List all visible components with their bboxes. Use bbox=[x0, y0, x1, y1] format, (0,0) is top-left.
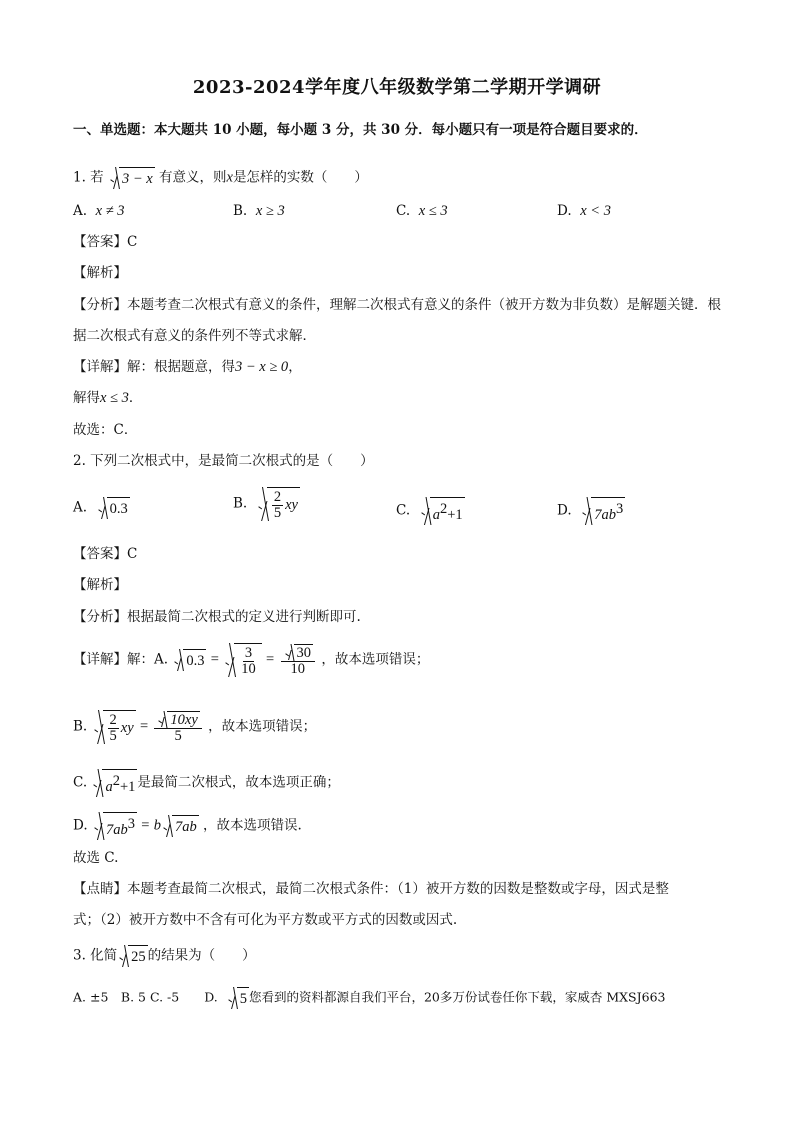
q1-radicand: 3 − x bbox=[119, 167, 155, 189]
q1-stem bbox=[73, 167, 368, 189]
detail-prefix: D. bbox=[73, 817, 88, 834]
q2-stem: 2. 下列二次根式中，是最简二次根式的是（ ） bbox=[73, 453, 374, 469]
q2-jiexi: 【解析】 bbox=[73, 577, 127, 593]
option-radicand: 7ab bbox=[594, 507, 616, 523]
q1-detail-line1 bbox=[73, 357, 302, 377]
q1-detail-line2 bbox=[73, 388, 142, 408]
q2-note-line1: 【点睛】本题考查最简二次根式，最简二次根式条件：（1）被开方数的因数是整数或字母，因式是整 bbox=[73, 881, 669, 897]
q2-option-b bbox=[233, 487, 300, 521]
option-letter: D. bbox=[557, 502, 572, 519]
detail-prefix: 【详解】解：A. bbox=[73, 651, 169, 668]
q2-conclusion: 故选 C. bbox=[73, 850, 119, 866]
option-letter: D. bbox=[557, 203, 572, 219]
sqrt-symbol bbox=[258, 487, 300, 521]
sqrt-symbol bbox=[94, 812, 137, 840]
detail-sup: 3 bbox=[127, 816, 135, 832]
q2-answer: 【答案】C bbox=[73, 546, 138, 562]
detail-tail: +1 bbox=[119, 779, 136, 795]
detail-radicand: 7ab bbox=[172, 815, 199, 837]
q1-option-d bbox=[557, 201, 611, 221]
option-sup: 3 bbox=[615, 501, 624, 517]
option-letter: B. bbox=[233, 495, 248, 512]
frac-den: 5 bbox=[109, 728, 117, 744]
q1-answer: 【答案】C bbox=[73, 234, 138, 250]
watermark-text: 您看到的资料都源自我们平台，20多万份试卷任你下载，家威杏 MXSJ663 bbox=[248, 989, 666, 1005]
q2-detail-d bbox=[73, 812, 302, 840]
sqrt-symbol bbox=[421, 497, 465, 525]
option-expr: x ≥ 3 bbox=[255, 203, 285, 219]
detail-math: 3 − x ≥ 0 bbox=[235, 359, 289, 375]
equals-sign: = bbox=[141, 817, 150, 834]
q3-options bbox=[73, 987, 665, 1009]
fraction bbox=[281, 644, 316, 677]
sqrt-symbol bbox=[174, 649, 206, 671]
sqrt-symbol bbox=[225, 643, 262, 677]
equals-sign: = bbox=[266, 651, 275, 668]
detail-end: ，故本选项错误； bbox=[208, 718, 317, 735]
equals-sign: = bbox=[210, 651, 219, 668]
q1-suffix2: 是怎样的实数（ ） bbox=[232, 169, 368, 186]
option-expr: x < 3 bbox=[580, 203, 611, 219]
q2-option-d bbox=[557, 497, 625, 525]
frac-den: 10 bbox=[241, 661, 256, 677]
frac-num: 2 bbox=[109, 712, 117, 728]
option-radicand: a bbox=[432, 507, 440, 523]
detail-radicand: 7ab bbox=[105, 822, 128, 838]
frac-den: 5 bbox=[174, 727, 182, 744]
q2-analysis: 【分析】根据最简二次根式的定义进行判断即可. bbox=[73, 609, 361, 625]
page-title: 2023-2024学年度八年级数学第二学期开学调研 bbox=[192, 77, 602, 98]
frac-num: 3 bbox=[244, 645, 253, 661]
detail-end: ． bbox=[128, 390, 143, 406]
detail-coef: b bbox=[153, 817, 161, 834]
fraction bbox=[108, 713, 119, 744]
q1-jiexi: 【解析】 bbox=[73, 265, 127, 281]
sqrt-symbol bbox=[93, 769, 137, 797]
detail-end: ，故本选项错误. bbox=[203, 817, 302, 834]
sqrt-symbol bbox=[285, 644, 314, 661]
option-sup: 2 bbox=[439, 501, 448, 517]
option-letter: C. bbox=[396, 203, 411, 219]
detail-radicand: 0.3 bbox=[183, 649, 206, 671]
q3-radicand: 25 bbox=[128, 945, 148, 967]
sqrt-symbol bbox=[163, 815, 199, 837]
q1-option-c bbox=[396, 201, 448, 221]
q1-option-b bbox=[233, 201, 285, 221]
option-tail: xy bbox=[285, 497, 298, 513]
q2-detail-c bbox=[73, 769, 340, 797]
frac-num: 2 bbox=[273, 489, 282, 505]
sqrt-symbol bbox=[228, 987, 249, 1009]
detail-radicand: a bbox=[105, 779, 113, 795]
q1-analysis-line1: 【分析】本题考查二次根式有意义的条件，理解二次根式有意义的条件（被开方数为非负数）是解题关键．根 bbox=[73, 297, 721, 313]
q3-options-text: A. ±5 B. 5 C. -5 D. bbox=[73, 989, 218, 1005]
detail-text: 【详解】解：根据题意，得 bbox=[73, 359, 235, 375]
q3-stem bbox=[73, 945, 256, 967]
q2-option-c bbox=[396, 497, 465, 525]
option-expr: x ≤ 3 bbox=[418, 203, 448, 219]
sqrt-symbol bbox=[110, 167, 155, 189]
detail-end: ，故本选项错误； bbox=[321, 651, 430, 668]
option-letter: B. bbox=[233, 203, 248, 219]
detail-math: x ≤ 3 bbox=[100, 390, 129, 406]
fraction bbox=[239, 646, 258, 677]
q2-detail-b bbox=[73, 710, 316, 744]
q2-option-a bbox=[73, 497, 130, 519]
option-letter: C. bbox=[396, 502, 411, 519]
frac-den: 5 bbox=[273, 505, 282, 521]
detail-end: 是最简二次根式，故本选项正确； bbox=[137, 774, 340, 791]
q1-option-a bbox=[73, 201, 125, 221]
detail-end: ， bbox=[288, 359, 302, 375]
detail-sup: 2 bbox=[112, 773, 120, 789]
fraction bbox=[154, 711, 201, 744]
detail-text: 解得 bbox=[73, 390, 100, 406]
q1-suffix: 有意义，则 bbox=[159, 169, 227, 186]
sqrt-symbol bbox=[98, 497, 130, 519]
frac-num: 30 bbox=[294, 644, 314, 661]
sqrt-symbol bbox=[119, 945, 148, 967]
option-tail: +1 bbox=[447, 507, 463, 523]
q3-prefix: 3. 化简 bbox=[73, 947, 118, 964]
option-letter: A. bbox=[73, 203, 88, 219]
sqrt-symbol bbox=[94, 710, 136, 744]
option-radicand: 0.3 bbox=[107, 497, 130, 519]
fraction bbox=[272, 490, 283, 521]
q3-suffix: 的结果为（ ） bbox=[147, 947, 256, 964]
q3-option-d-radicand: 5 bbox=[237, 987, 249, 1009]
q1-conclusion: 故选：C． bbox=[73, 422, 138, 438]
q2-note-line2: 式；（2）被开方数中不含有可化为平方数或平方式的因数或因式. bbox=[73, 912, 458, 928]
option-expr: x ≠ 3 bbox=[95, 203, 125, 219]
q1-prefix: 1. 若 bbox=[73, 169, 104, 186]
q1-var: x bbox=[226, 169, 233, 186]
equals-sign: = bbox=[139, 718, 149, 735]
sqrt-symbol bbox=[158, 711, 199, 728]
q1-analysis-line2: 据二次根式有意义的条件列不等式求解． bbox=[73, 328, 316, 344]
detail-prefix: C. bbox=[73, 774, 88, 791]
section-header: 一、单选题：本大题共 10 小题，每小题 3 分，共 30 分．每小题只有一项是符合题目要求的． bbox=[73, 122, 648, 138]
detail-tail: xy bbox=[120, 720, 134, 736]
sqrt-symbol bbox=[582, 497, 625, 525]
detail-prefix: B. bbox=[73, 718, 88, 735]
frac-den: 10 bbox=[290, 660, 306, 677]
option-letter: A. bbox=[73, 499, 88, 516]
q2-detail-a bbox=[73, 643, 429, 677]
frac-num: 10xy bbox=[167, 711, 199, 728]
